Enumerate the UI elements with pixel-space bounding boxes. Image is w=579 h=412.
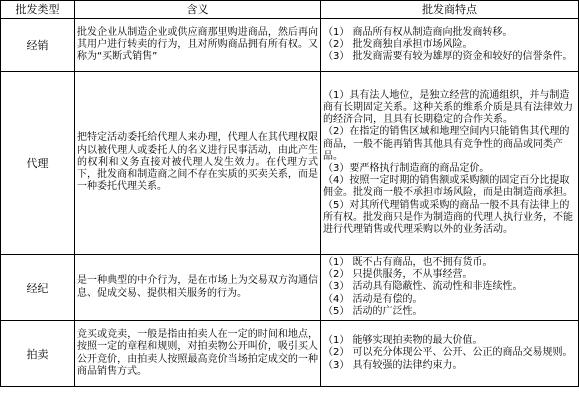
table-header-row [1, 1, 579, 19]
header-meaning: 含义 [75, 1, 321, 19]
row-features [321, 72, 579, 255]
feature-item: （2） 可以充分体现公平、公开、公正的商品交易规则。 [323, 347, 573, 359]
row-meaning: 是一种典型的中介行为，是在市场上为交易双方沟通信息、促成交易、提供相关服务的行为。 [75, 255, 321, 321]
feature-item: （2） 只提供服务，不从事经营。 [323, 269, 473, 281]
feature-item: （1） 既不占有商品，也不拥有货币。 [323, 256, 493, 268]
table-row [1, 19, 579, 72]
feature-item: （5）对其所代理销售或采购的商品一般不具有法律上的所有权。批发商只是作为制造商的代理人执行业务，不能进行代理销售或代理采购以外的业务活动。 [323, 199, 573, 236]
row-meaning: 把特定活动委托给代理人来办理，代理人在其代理权限内以被代理人或委托人的名义进行民事活动，由此产生的权利和义务直接对被代理人发生效力。在代理方式下，批发商和制造商之间不存在实质的买卖关系，而是一种委托代理关系。 [75, 72, 321, 255]
row-features [321, 321, 579, 387]
table-row [1, 72, 579, 255]
row-type: 经销 [1, 19, 75, 72]
table-row [1, 255, 579, 321]
feature-item: （3） 活动具有隐蔽性、流动性和非连续性。 [323, 281, 523, 293]
header-type: 批发类型 [1, 1, 75, 19]
row-type: 拍卖 [1, 321, 75, 387]
feature-item: （1） 商品所有权从制造商向批发商转移。 [323, 26, 513, 38]
feature-item: （2）在指定的销售区域和地理空间内只能销售其代理的商品，一般不能再销售其他具有竞争性的商品或同类产品。 [323, 126, 570, 162]
row-features [321, 255, 579, 321]
row-meaning: 批发企业从制造企业或供应商那里购进商品，然后再向其用户进行转卖的行为，且对所购商品拥有所有权。又称为“买断式销售” [75, 19, 321, 72]
feature-item: （4） 活动是有偿的。 [323, 293, 423, 305]
feature-item: （3） 批发商需要有较为雄厚的资金和较好的信誉条件。 [323, 51, 573, 63]
feature-item: （3） 具有较强的法律约束力。 [323, 359, 463, 371]
header-features: 批发商特点 [321, 1, 579, 19]
feature-item: （3）要严格执行制造商的商品定价。 [323, 163, 490, 174]
feature-item: （4）按照一定时期的销售额或采购额的固定百分比提取佣金。批发商一般不承担市场风险，而是由制造商承担。 [323, 175, 573, 199]
row-type: 代理 [1, 72, 75, 255]
feature-item: （5） 活动的广泛性。 [323, 305, 423, 317]
row-features [321, 19, 579, 72]
feature-item: （1）具有法人地位，是独立经营的流通组织，并与制造商有长期固定关系。这种关系的维系介质是具有法律效力的经济合同，且具有长期稳定的合作关系。 [323, 89, 573, 126]
feature-item: （1） 能够实现拍卖物的最大价值。 [323, 335, 483, 347]
feature-item: （2） 批发商独自承担市场风险。 [323, 38, 473, 50]
row-meaning: 竞买或竞卖，一般是指由拍卖人在一定的时间和地点，按照一定的章程和规则，对拍卖物公开叫价，吸引买人公开竞价，由拍卖人按照最高竞价当场拍定成交的一种商品销售方式。 [75, 321, 321, 387]
row-type: 经纪 [1, 255, 75, 321]
table-row [1, 321, 579, 387]
